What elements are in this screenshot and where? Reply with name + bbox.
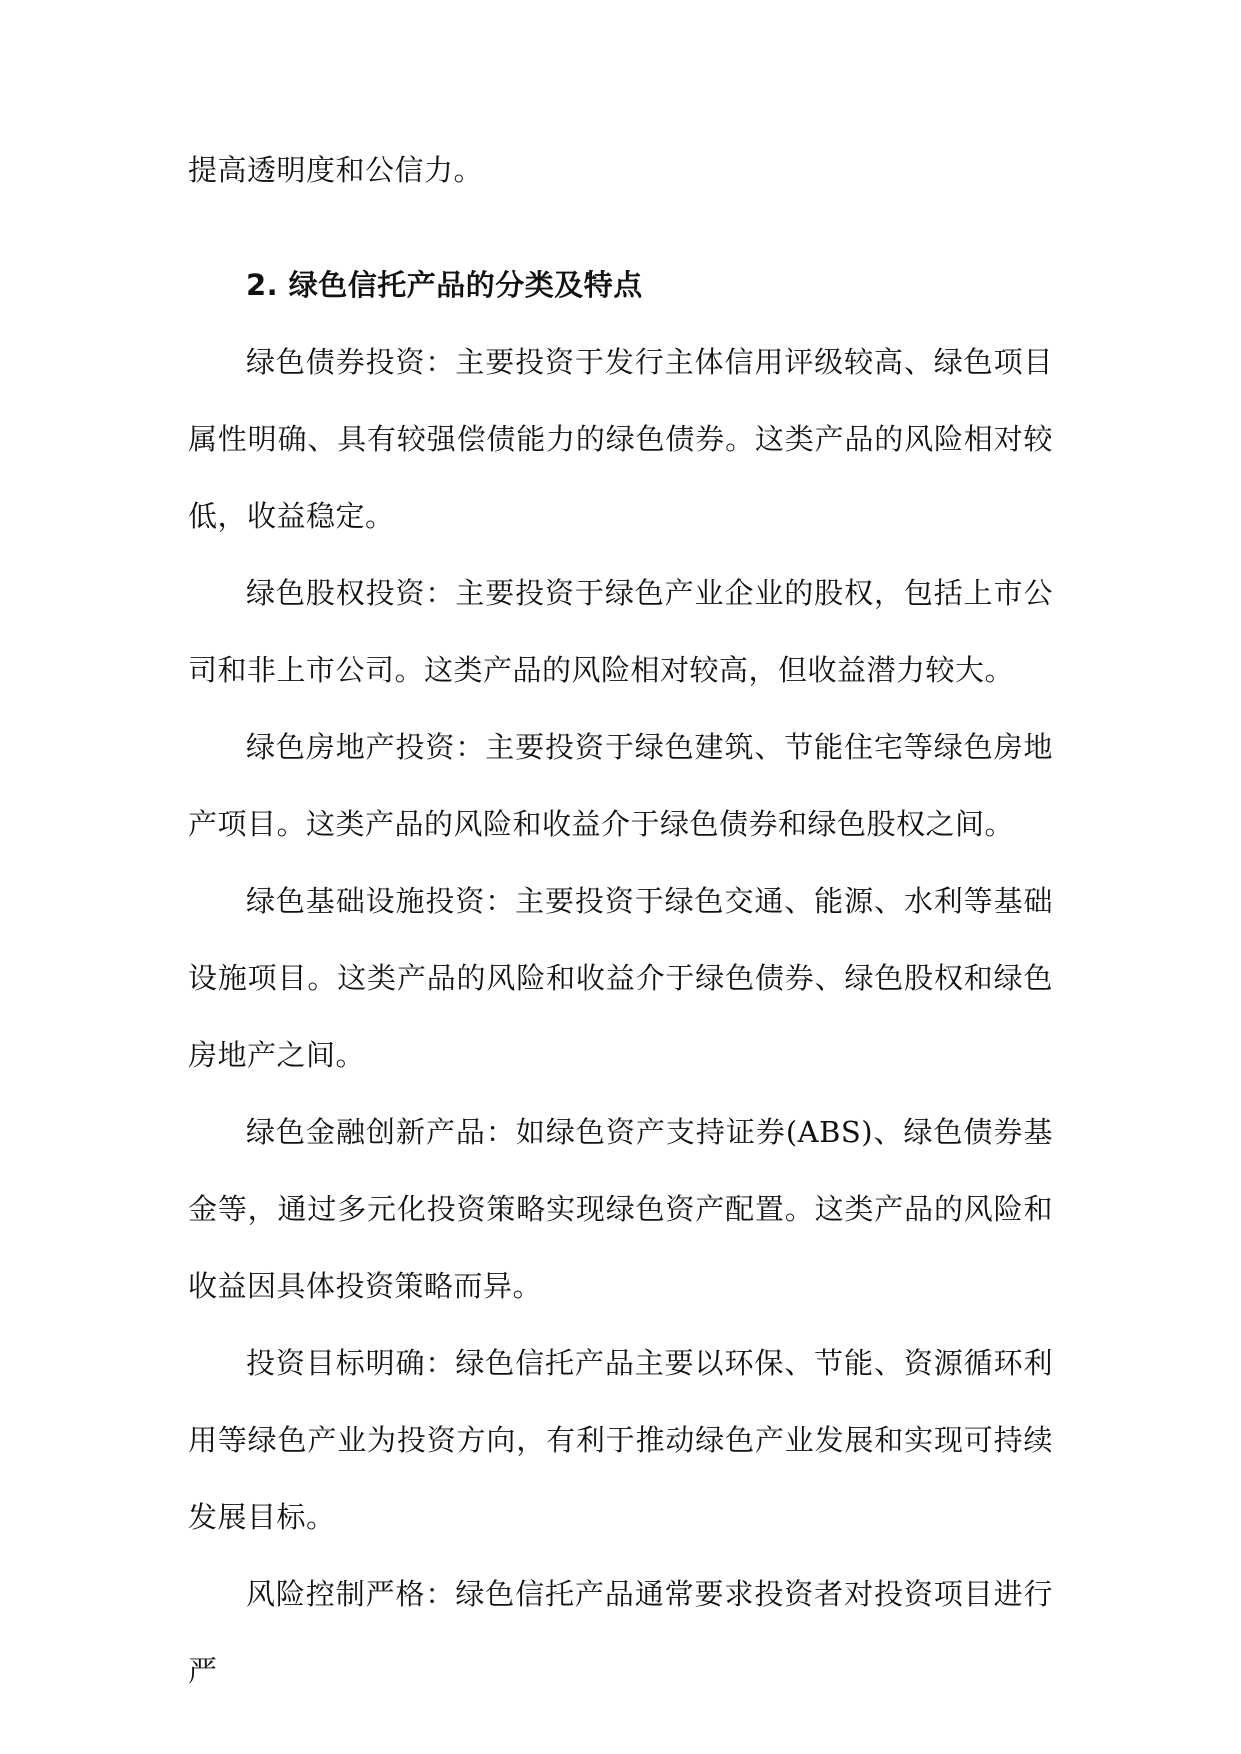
paragraph-investment-goal: 投资目标明确：绿色信托产品主要以环保、节能、资源循环利用等绿色产业为投资方向，有利于推动绿色产业发展和实现可持续发展目标。 xyxy=(188,1346,1053,1534)
paragraph-green-finance-innovation: 绿色金融创新产品：如绿色资产支持证券(ABS)、绿色债券基金等，通过多元化投资策略实现绿色资产配置。这类产品的风险和收益因具体投资策略而异。 xyxy=(188,1115,1053,1303)
section-heading: 2. 绿色信托产品的分类及特点 xyxy=(246,268,643,302)
intro-paragraph: 提高透明度和公信力。 xyxy=(188,153,484,187)
paragraph-green-bond: 绿色债券投资：主要投资于发行主体信用评级较高、绿色项目属性明确、具有较强偿债能力的绿色债券。这类产品的风险相对较低，收益稳定。 xyxy=(188,345,1053,533)
paragraph-green-real-estate: 绿色房地产投资：主要投资于绿色建筑、节能住宅等绿色房地产项目。这类产品的风险和收益介于绿色债券和绿色股权之间。 xyxy=(188,730,1053,841)
document-body xyxy=(188,132,1053,1710)
paragraph-risk-control: 风险控制严格：绿色信托产品通常要求投资者对投资项目进行严 xyxy=(188,1577,1053,1688)
paragraph-green-equity: 绿色股权投资：主要投资于绿色产业企业的股权，包括上市公司和非上市公司。这类产品的风险相对较高，但收益潜力较大。 xyxy=(188,576,1053,687)
paragraph-green-infrastructure: 绿色基础设施投资：主要投资于绿色交通、能源、水利等基础设施项目。这类产品的风险和收益介于绿色债券、绿色股权和绿色房地产之间。 xyxy=(188,884,1053,1072)
